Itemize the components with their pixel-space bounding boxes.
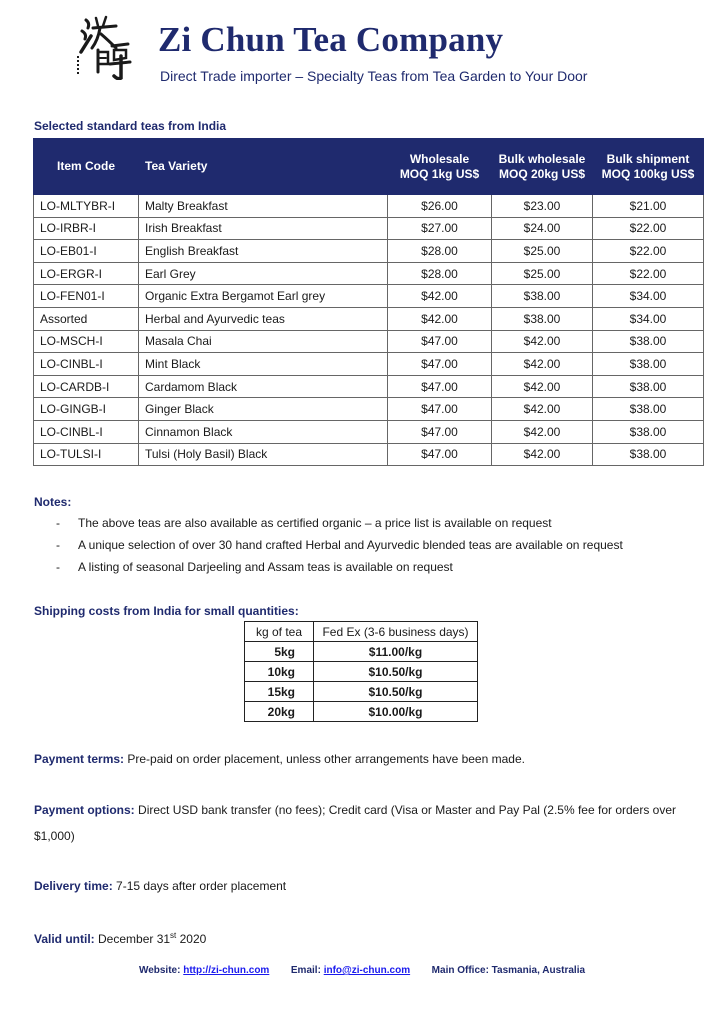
bulk-wholesale-price-cell: $23.00 [492,195,593,218]
footer-email-label: Email: [290,965,321,976]
tea-price-table [33,138,704,466]
shipping-rate: $10.00/kg [314,702,478,722]
bulk-wholesale-price-cell: $42.00 [492,330,593,353]
wholesale-price-cell: $42.00 [388,285,492,308]
footer-office: Main Office: Tasmania, Australia [431,965,586,976]
note-item: - A listing of seasonal Darjeeling and Assam teas is available on request [56,558,623,580]
column-header-bulk-wholesale: Bulk wholesale MOQ 20kg US$ [492,139,593,195]
tea-row [34,353,704,376]
shipping-row [245,642,478,662]
note-item: - The above teas are also available as certified organic – a price list is available on request [56,514,623,536]
wholesale-price-cell: $28.00 [388,262,492,285]
bulk-shipment-price-cell: $34.00 [593,307,704,330]
item-code-cell: Assorted [34,307,139,330]
tea-variety-cell: Masala Chai [139,330,388,353]
shipping-rate: $10.50/kg [314,662,478,682]
delivery-time-text: 7-15 days after order placement [112,879,287,893]
tea-row [34,443,704,466]
valid-until-date-suffix: st [170,931,177,940]
calligraphy-logo-icon [76,14,132,80]
delivery-time [34,873,286,899]
tea-row [34,330,704,353]
tea-row [34,420,704,443]
bulk-shipment-price-cell: $38.00 [593,353,704,376]
item-code-cell: LO-MLTYBR-I [34,195,139,218]
column-header-item-code: Item Code [34,139,139,195]
bulk-shipment-price-cell: $38.00 [593,330,704,353]
shipping-weight: 10kg [245,662,314,682]
column-header-tea-variety: Tea Variety [139,139,388,195]
bulk-shipment-price-cell: $22.00 [593,240,704,263]
bulk-wholesale-price-cell: $25.00 [492,240,593,263]
item-code-cell: LO-IRBR-I [34,217,139,240]
wholesale-price-cell: $47.00 [388,443,492,466]
item-code-cell: LO-CARDB-I [34,375,139,398]
bulk-wholesale-price-cell: $42.00 [492,398,593,421]
bulk-shipment-price-cell: $22.00 [593,262,704,285]
tea-variety-cell: Mint Black [139,353,388,376]
column-header-fedex: Fed Ex (3-6 business days) [314,622,478,642]
payment-terms-label: Payment terms: [34,752,125,766]
footer-website-link[interactable]: http://zi-chun.com [183,965,270,976]
bulk-shipment-price-cell: $38.00 [593,398,704,421]
column-header-bulk-shipment: Bulk shipment MOQ 100kg US$ [593,139,704,195]
bulk-wholesale-price-cell: $24.00 [492,217,593,240]
wholesale-price-cell: $42.00 [388,307,492,330]
wholesale-price-cell: $26.00 [388,195,492,218]
shipping-row [245,702,478,722]
valid-until-date: December 31 [94,932,171,946]
bulk-shipment-price-cell: $21.00 [593,195,704,218]
note-item: - A unique selection of over 30 hand crafted Herbal and Ayurvedic blended teas are available on request [56,536,623,558]
tea-variety-cell: Earl Grey [139,262,388,285]
shipping-table-header [245,622,478,642]
bulk-shipment-price-cell: $34.00 [593,285,704,308]
wholesale-price-cell: $28.00 [388,240,492,263]
column-header-wholesale: Wholesale MOQ 1kg US$ [388,139,492,195]
tea-variety-cell: English Breakfast [139,240,388,263]
tea-row [34,262,704,285]
wholesale-price-cell: $47.00 [388,375,492,398]
shipping-weight: 20kg [245,702,314,722]
bulk-shipment-price-cell: $38.00 [593,420,704,443]
shipping-rate: $11.00/kg [314,642,478,662]
valid-until-year: 2020 [176,932,207,946]
wholesale-price-cell: $47.00 [388,420,492,443]
item-code-cell: LO-CINBL-I [34,420,139,443]
item-code-cell: LO-EB01-I [34,240,139,263]
tea-row [34,285,704,308]
item-code-cell: LO-TULSI-I [34,443,139,466]
tea-variety-cell: Irish Breakfast [139,217,388,240]
tea-variety-cell: Organic Extra Bergamot Earl grey [139,285,388,308]
bulk-wholesale-price-cell: $42.00 [492,420,593,443]
bulk-wholesale-price-cell: $38.00 [492,307,593,330]
bulk-shipment-price-cell: $38.00 [593,375,704,398]
payment-terms-text: Pre-paid on order placement, unless other arrangements have been made. [124,752,525,766]
bulk-wholesale-price-cell: $38.00 [492,285,593,308]
shipping-weight: 15kg [245,682,314,702]
tea-variety-cell: Ginger Black [139,398,388,421]
item-code-cell: LO-ERGR-I [34,262,139,285]
bulk-wholesale-price-cell: $42.00 [492,375,593,398]
delivery-time-label: Delivery time: [34,879,113,893]
company-logo [76,14,132,80]
shipping-row [245,682,478,702]
bulk-wholesale-price-cell: $25.00 [492,262,593,285]
shipping-weight: 5kg [245,642,314,662]
standard-teas-title: Selected standard teas from India [34,119,227,133]
column-header-kg-of-tea: kg of tea [245,622,314,642]
payment-terms [34,746,525,772]
bulk-shipment-price-cell: $22.00 [593,217,704,240]
valid-until [34,923,206,952]
tea-price-table-header [34,139,704,195]
tea-variety-cell: Herbal and Ayurvedic teas [139,307,388,330]
tea-row [34,307,704,330]
notes-title: Notes: [34,495,72,509]
wholesale-price-cell: $47.00 [388,330,492,353]
wholesale-price-cell: $47.00 [388,398,492,421]
bulk-wholesale-price-cell: $42.00 [492,353,593,376]
wholesale-price-cell: $47.00 [388,353,492,376]
footer-website-label: Website: [138,965,181,976]
shipping-row [245,662,478,682]
shipping-rate: $10.50/kg [314,682,478,702]
bulk-wholesale-price-cell: $42.00 [492,443,593,466]
tea-row [34,240,704,263]
notes-list [56,514,623,580]
item-code-cell: LO-CINBL-I [34,353,139,376]
item-code-cell: LO-GINGB-I [34,398,139,421]
tea-variety-cell: Malty Breakfast [139,195,388,218]
footer [0,965,724,976]
tea-variety-cell: Tulsi (Holy Basil) Black [139,443,388,466]
payment-options-text: Direct USD bank transfer (no fees); Credit card (Visa or Master and Pay Pal (2.5% fee for orders over [134,803,677,817]
shipping-cost-table [244,621,478,722]
item-code-cell: LO-MSCH-I [34,330,139,353]
tea-variety-cell: Cinnamon Black [139,420,388,443]
wholesale-price-cell: $27.00 [388,217,492,240]
company-tagline: Direct Trade importer – Specialty Teas from Tea Garden to Your Door [160,68,588,84]
bulk-shipment-price-cell: $38.00 [593,443,704,466]
company-name: Zi Chun Tea Company [158,20,504,59]
tea-variety-cell: Cardamom Black [139,375,388,398]
payment-options-text-line2: $1,000) [34,829,75,843]
footer-email-link[interactable]: info@zi-chun.com [323,965,411,976]
shipping-title: Shipping costs from India for small quantities: [34,604,299,618]
tea-row [34,195,704,218]
tea-row [34,217,704,240]
tea-row [34,375,704,398]
tea-row [34,398,704,421]
valid-until-label: Valid until: [34,932,95,946]
payment-options-label: Payment options: [34,803,135,817]
payment-options [34,797,694,849]
item-code-cell: LO-FEN01-I [34,285,139,308]
